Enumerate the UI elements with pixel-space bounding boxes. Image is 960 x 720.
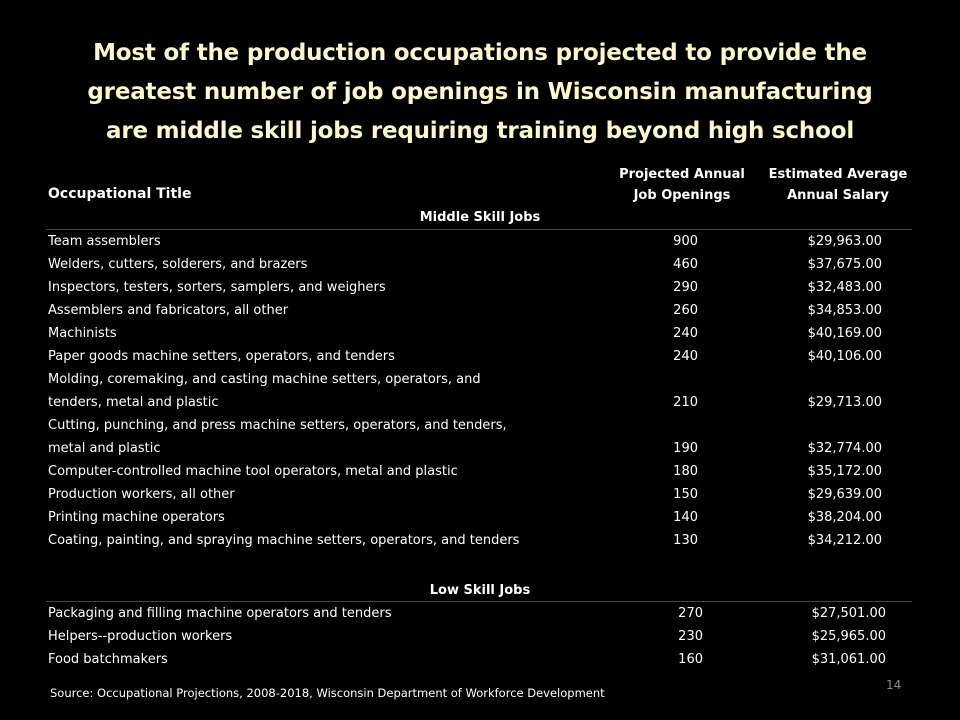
table-row [0,414,960,460]
annual-salary-value: $40,169.00 [807,326,882,341]
annual-salary-value: $27,501.00 [811,606,886,621]
projected-openings-value: 240 [673,326,698,341]
annual-salary-value: $37,675.00 [807,257,882,272]
occupation-title [48,230,608,253]
projected-openings-value: 140 [673,510,698,525]
occupation-title [48,414,608,460]
occupation-title [48,648,608,671]
occupation-title [48,253,608,276]
occupation-title [48,299,608,322]
annual-salary-value: $29,963.00 [807,234,882,249]
annual-salary-value: $34,212.00 [807,533,882,548]
occupation-title [48,460,608,483]
table-row [0,345,960,368]
table-row [0,368,960,414]
occupation-title [48,368,608,414]
projected-openings-value: 240 [673,349,698,364]
occupation-title-line: Cutting, punching, and press machine setters, operators, and tenders, [48,418,507,433]
occupation-title [48,322,608,345]
projected-openings-value: 290 [673,280,698,295]
slide-title-line-1: Most of the production occupations projected to provide the [93,40,867,66]
slide-title-line-2: greatest number of job openings in Wisconsin manufacturing [87,79,873,105]
projected-openings-value: 160 [678,652,703,667]
table-row [0,322,960,345]
projected-openings-value: 260 [673,303,698,318]
occupation-title-line: Welders, cutters, solderers, and brazers [48,257,308,272]
column-header-salary-line-2: Annual Salary [787,188,889,203]
occupation-title-line: metal and plastic [48,441,161,456]
occupation-title-line: Team assemblers [48,234,161,249]
slide-title [40,34,920,151]
column-header-openings-line-2: Job Openings [633,188,731,203]
occupation-title [48,529,608,552]
occupation-title-line: Packaging and filling machine operators and tenders [48,606,392,621]
projected-openings-value: 150 [673,487,698,502]
annual-salary-value: $32,774.00 [807,441,882,456]
table-row [0,529,960,552]
column-header-openings-line-1: Projected Annual [619,167,745,182]
occupation-title-line: Production workers, all other [48,487,235,502]
occupation-title-line: Inspectors, testers, sorters, samplers, and weighers [48,280,386,295]
annual-salary-value: $38,204.00 [807,510,882,525]
table-row [0,299,960,322]
occupation-title-line: Machinists [48,326,117,341]
occupation-title-line: Computer-controlled machine tool operators, metal and plastic [48,464,458,479]
occupation-title-line: Assemblers and fabricators, all other [48,303,289,318]
source-note: Source: Occupational Projections, 2008-2018, Wisconsin Department of Workforce Development [50,686,605,700]
section-label-middle-skill: Middle Skill Jobs [419,210,541,225]
table-row [0,276,960,299]
table-row [0,253,960,276]
column-header-projected-openings [612,164,752,206]
occupation-title-line: Molding, coremaking, and casting machine setters, operators, and [48,372,481,387]
projected-openings-value: 900 [673,234,698,249]
occupation-title-line: Printing machine operators [48,510,225,525]
annual-salary-value: $40,106.00 [807,349,882,364]
annual-salary-value: $29,713.00 [807,395,882,410]
table-row [0,602,960,625]
annual-salary-value: $35,172.00 [807,464,882,479]
annual-salary-value: $25,965.00 [811,629,886,644]
occupation-title [48,625,608,648]
projected-openings-value: 210 [673,395,698,410]
page-number: 14 [886,678,902,692]
column-header-salary-line-1: Estimated Average [768,167,908,182]
occupation-title-line: Paper goods machine setters, operators, and tenders [48,349,395,364]
annual-salary-value: $29,639.00 [807,487,882,502]
projected-openings-value: 190 [673,441,698,456]
projected-openings-value: 230 [678,629,703,644]
annual-salary-value: $34,853.00 [807,303,882,318]
occupation-title [48,483,608,506]
annual-salary-value: $31,061.00 [811,652,886,667]
occupation-title-line: Coating, painting, and spraying machine setters, operators, and tenders [48,533,520,548]
occupation-title-line: Food batchmakers [48,652,168,667]
occupation-title [48,276,608,299]
table-row [0,506,960,529]
column-header-annual-salary [758,164,918,206]
occupation-title [48,345,608,368]
occupation-title-line: tenders, metal and plastic [48,395,219,410]
projected-openings-value: 460 [673,257,698,272]
table-row [0,230,960,253]
occupation-title [48,506,608,529]
table-row [0,460,960,483]
occupation-title-line: Helpers--production workers [48,629,233,644]
table-row [0,625,960,648]
projected-openings-value: 130 [673,533,698,548]
projected-openings-value: 180 [673,464,698,479]
annual-salary-value: $32,483.00 [807,280,882,295]
table-row [0,483,960,506]
section-label-low-skill: Low Skill Jobs [429,583,531,598]
occupation-title [48,602,608,625]
column-header-occupational-title: Occupational Title [48,186,192,202]
slide-title-line-3: are middle skill jobs requiring training beyond high school [106,118,854,144]
table-row [0,648,960,671]
projected-openings-value: 270 [678,606,703,621]
